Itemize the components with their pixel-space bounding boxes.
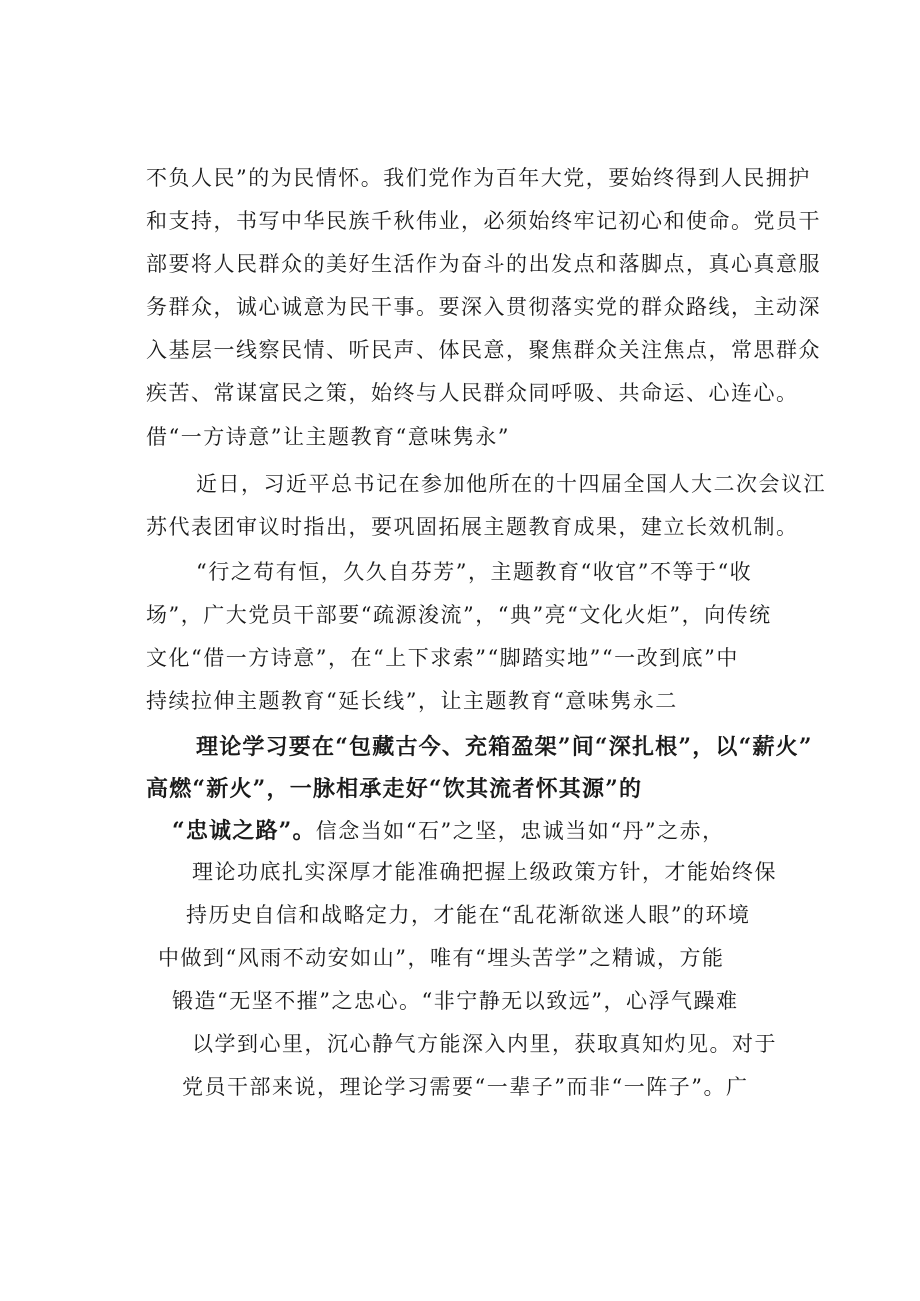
bold-lead-line: 理论学习要在“包藏古今、充箱盈架”间“深扎根”，以“薪火” — [196, 734, 813, 760]
paragraph-line: 入基层一线察民情、听民声、体民意，聚焦群众关注焦点，常思群众 — [146, 338, 821, 362]
paragraph-line: 近日，习近平总书记在参加他所在的十四届全国人大二次会议江 — [196, 472, 826, 496]
bold-lead-phrase: “忠诚之路”。 — [172, 818, 316, 844]
paragraph-line: 苏代表团审议时指出，要巩固拓展主题教育成果，建立长效机制。 — [146, 515, 799, 539]
paragraph-line: 场”，广大党员干部要“疏源浚流”，“典”亮“文化火炬”，向传统 — [146, 603, 772, 627]
paragraph-line: 党员干部来说，理论学习需要“一辈子”而非“一阵子”。广 — [182, 1075, 749, 1099]
paragraph-line: 不负人民”的为民情怀。我们党作为百年大党，要始终得到人民拥护 — [146, 166, 811, 190]
paragraph-line: “行之苟有恒，久久自芬芳”，主题教育“收官”不等于“收 — [196, 560, 753, 584]
paragraph-tail: 信念当如“石”之坚，忠诚当如“丹”之赤， — [315, 819, 725, 843]
paragraph-line: 疾苦、常谋富民之策，始终与人民群众同呼吸、共命运、心连心。 — [146, 381, 799, 405]
paragraph-line: 理论功底扎实深厚才能准确把握上级政策方针，才能始终保 — [192, 860, 777, 884]
paragraph-line: 中做到“风雨不动安如山”，唯有“埋头苦学”之精诚，方能 — [158, 946, 725, 970]
paragraph-line: 持历史自信和战略定力，才能在“乱花渐欲迷人眼”的环境 — [186, 903, 751, 927]
paragraph-line: 锻造“无坚不摧”之忠心。“非宁静无以致远”，心浮气躁难 — [172, 989, 739, 1013]
paragraph-line: 和支持，书写中华民族千秋伟业，必须始终牢记初心和使命。党员干 — [146, 209, 821, 233]
paragraph-line: 文化“借一方诗意”，在“上下求索”“脚踏实地”“一改到底”中 — [146, 646, 739, 670]
paragraph-line: 以学到心里，沉心静气方能深入内里，获取真知灼见。对于 — [192, 1032, 777, 1056]
bold-lead-line: 高燃“新火”，一脉相承走好“饮其流者怀其源”的 — [146, 776, 643, 802]
paragraph-line — [172, 817, 725, 845]
paragraph-line: 务群众，诚心诚意为民干事。要深入贯彻落实党的群众路线，主动深 — [146, 295, 821, 319]
paragraph-line: 持续拉伸主题教育“延长线”，让主题教育“意味隽永二 — [146, 689, 678, 713]
paragraph-line: 部要将人民群众的美好生活作为奋斗的出发点和落脚点，真心真意服 — [146, 252, 821, 276]
section-heading: 借“一方诗意”让主题教育“意味隽永” — [146, 425, 510, 449]
